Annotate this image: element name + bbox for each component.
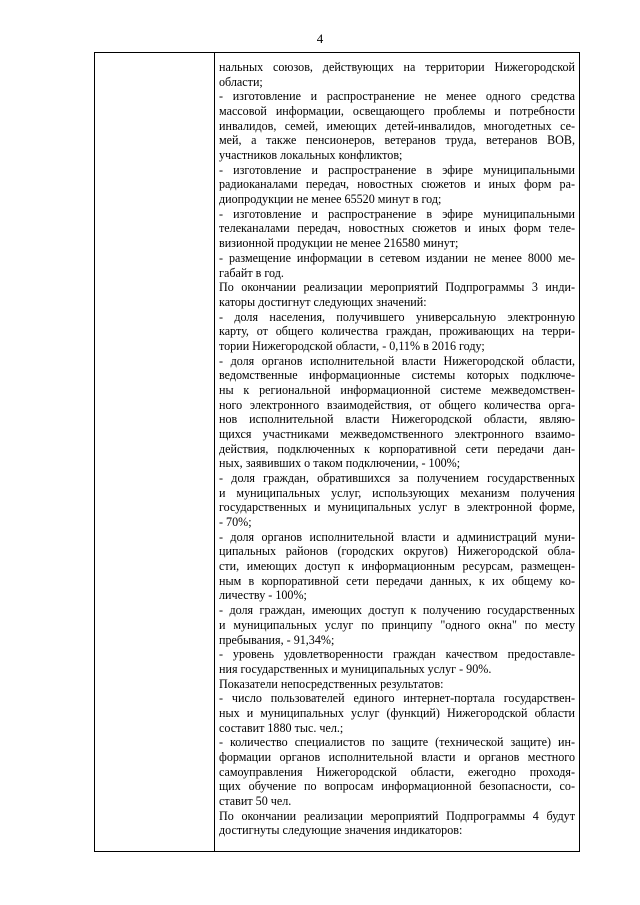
text-line: нов исполнительной власти Нижегородской области, являю- xyxy=(219,412,575,427)
text-line: и муниципальных услуг, использующих механизм получения xyxy=(219,485,575,500)
text-line: каторы достигнут следующих значений: xyxy=(219,294,427,309)
text-line: - доля граждан, имеющих доступ к получению государственных xyxy=(219,603,575,618)
text-line: нальных союзов, действующих на территории Нижегородской xyxy=(219,60,575,74)
text-line: сти, имеющих доступ к информационным ресурсам, размещен- xyxy=(219,559,575,574)
text-line: диопродукции не менее 65520 минут в год; xyxy=(219,192,442,207)
text-line: тории Нижегородской области, - 0,11% в 2016 году; xyxy=(219,338,485,353)
text-line: - изготовление и распространение не менее одного средства xyxy=(219,89,575,104)
text-line: габайт в год. xyxy=(219,265,284,280)
text-line: - размещение информации в сетевом издании не менее 8000 ме- xyxy=(219,250,575,265)
text-line: визионной продукции не менее 216580 минут; xyxy=(219,236,459,251)
text-line: По окончании реализации мероприятий Подпрограммы 3 инди- xyxy=(219,280,575,295)
text-line: щих обучение по вопросам информационной безопасности, со- xyxy=(219,779,575,794)
text-line: - доля населения, получившего универсальную электронную xyxy=(219,309,575,324)
text-line: самоуправления Нижегородской области, ежегодно проходя- xyxy=(219,764,575,779)
text-line: телеканалами передач, новостных сюжетов и иных форм теле- xyxy=(219,221,575,236)
text-line: По окончании реализации мероприятий Подпрограммы 4 будут xyxy=(219,808,575,823)
text-line: карту, от общего количества граждан, проживающих на терри- xyxy=(219,324,575,339)
text-line: - доля органов исполнительной власти Нижегородской области, xyxy=(219,353,575,368)
text-line: - изготовление и распространение в эфире муниципальными xyxy=(219,206,575,221)
text-line: области; xyxy=(219,74,263,89)
text-line: ведомственные информационные системы которых подключе- xyxy=(219,368,575,383)
text-line: - число пользователей единого интернет-портала государствен- xyxy=(219,691,575,706)
text-line: ным в корпоративной сети передачи данных, к их общему ко- xyxy=(219,573,575,588)
text-line: - количество специалистов по защите (технической защите) ин- xyxy=(219,735,575,750)
text-line: ных, заявивших о таком подключении, - 100%; xyxy=(219,456,461,471)
table-left-column xyxy=(95,53,215,851)
text-line: - 70%; xyxy=(219,515,252,530)
text-line: массовой информации, освещающего проблемы и потребности xyxy=(219,104,575,119)
text-line: государственных и муниципальных услуг в электронной форме, xyxy=(219,500,575,515)
text-line: участников локальных конфликтов; xyxy=(219,148,403,163)
text-line: пребывания, - 91,34%; xyxy=(219,632,335,647)
text-line: - доля граждан, обратившихся за получением государственных xyxy=(219,471,575,486)
text-line: личеству - 100%; xyxy=(219,588,307,603)
text-line: мей, а также пенсионеров, ветеранов труда, ветеранов ВОВ, xyxy=(219,133,575,148)
page-number: 4 xyxy=(316,31,324,46)
document-table xyxy=(94,52,580,852)
table-right-column xyxy=(215,53,579,851)
text-line: Показатели непосредственных результатов: xyxy=(219,676,444,691)
text-line: - изготовление и распространение в эфире муниципальными xyxy=(219,162,575,177)
text-line: ных и муниципальных услуг (функций) Нижегородской области xyxy=(219,705,575,720)
text-line: инвалидов, семей, имеющих детей-инвалидов, многодетных се- xyxy=(219,118,575,133)
text-line: - уровень удовлетворенности граждан качеством предоставле- xyxy=(219,647,575,662)
text-line: ного электронного взаимодействия, от общего количества орга- xyxy=(219,397,575,412)
text-line: ципальных районов (городских округов) Нижегородской обла- xyxy=(219,544,575,559)
text-line: - доля органов исполнительной власти и администраций муни- xyxy=(219,529,575,544)
text-line: формации органов исполнительной власти и органов местного xyxy=(219,749,575,764)
text-line: действия, подключенных к корпоративной сети передачи дан- xyxy=(219,441,575,456)
text-line: ставит 50 чел. xyxy=(219,794,292,808)
text-line: ния государственных и муниципальных услуг - 90%. xyxy=(219,661,492,676)
text-line: щихся участниками межведомственного электронного взаимо- xyxy=(219,427,575,441)
text-line: составит 1880 тыс. чел.; xyxy=(219,720,344,735)
text-line: и муниципальных услуг по принципу "одного окна" по месту xyxy=(219,617,575,632)
text-line: радиоканалами передач, новостных сюжетов и иных форм ра- xyxy=(219,177,575,192)
text-line: ны к региональной информационной системе межведомствен- xyxy=(219,382,575,397)
text-line: достигнуты следующие значения индикаторов: xyxy=(219,823,463,838)
